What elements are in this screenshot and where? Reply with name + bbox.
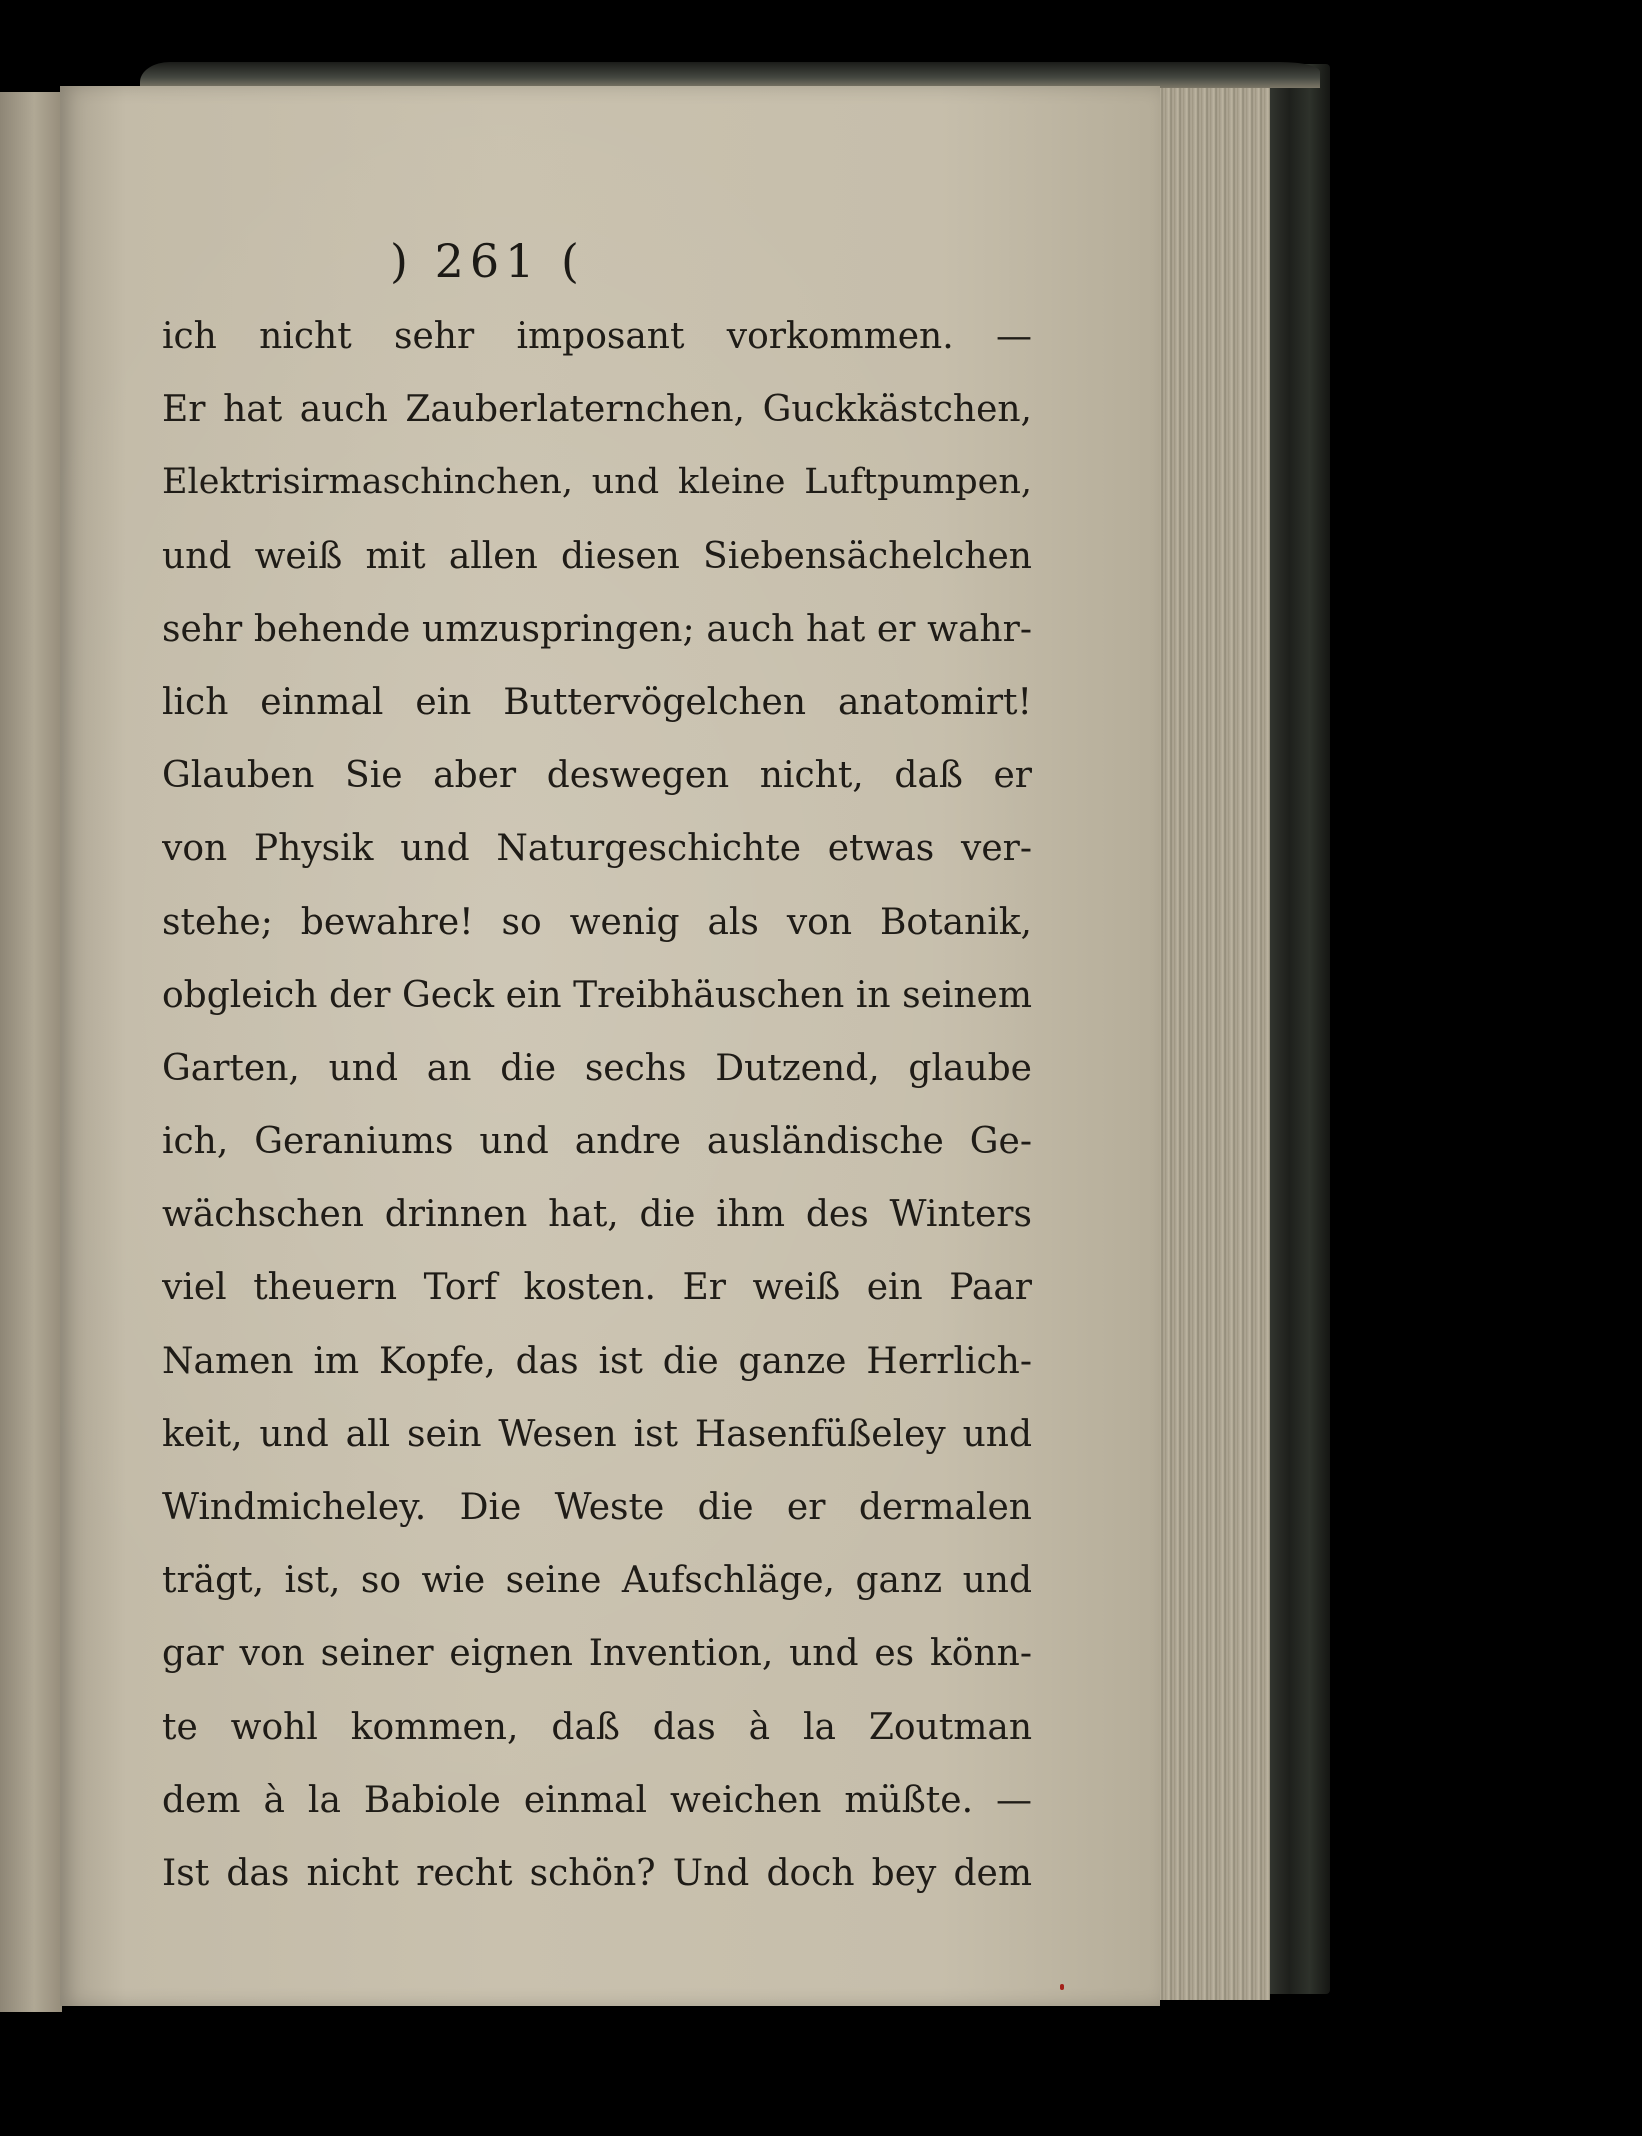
- page-number-header: ) 261 (: [390, 234, 585, 288]
- text-line: von Physik und Naturgeschichte etwas ver-: [162, 828, 1032, 870]
- text-line: viel theuern Torf kosten. Er weiß ein Paar: [162, 1267, 1032, 1309]
- text-line: stehe; bewahre! so wenig als von Botanik,: [162, 901, 1032, 943]
- previous-page-edge: [0, 92, 62, 2012]
- text-line: Er hat auch Zauberlaternchen, Guckkästchen,: [162, 389, 1032, 431]
- book-top-edge: [140, 62, 1320, 88]
- text-line: Garten, und an die sechs Dutzend, glaube: [162, 1047, 1032, 1089]
- text-line: dem à la Babiole einmal weichen müßte. —: [162, 1779, 1032, 1821]
- text-line: und weiß mit allen diesen Siebensächelchen: [162, 535, 1032, 577]
- ink-speck: [1060, 1984, 1064, 1990]
- text-line: Ist das nicht recht schön? Und doch bey dem: [162, 1852, 1032, 1894]
- text-line: trägt, ist, so wie seine Aufschläge, ganz und: [162, 1560, 1032, 1602]
- text-line: te wohl kommen, daß das à la Zoutman: [162, 1706, 1032, 1748]
- text-line: wächschen drinnen hat, die ihm des Winters: [162, 1194, 1032, 1236]
- text-line: gar von seiner eignen Invention, und es könn-: [162, 1633, 1032, 1675]
- text-line: Windmicheley. Die Weste die er dermalen: [162, 1487, 1032, 1528]
- book-page: [60, 86, 1160, 2006]
- text-line: sehr behende umzuspringen; auch hat er wahr-: [162, 608, 1032, 650]
- text-line: Namen im Kopfe, das ist die ganze Herrlich-: [162, 1340, 1032, 1382]
- text-line: keit, und all sein Wesen ist Hasenfüßeley und: [162, 1413, 1032, 1455]
- text-line: obgleich der Geck ein Treibhäuschen in seinem: [162, 974, 1032, 1016]
- page-fore-edge: [1148, 80, 1270, 2000]
- body-text: [162, 300, 1032, 1910]
- book-cover-edge: [1262, 64, 1330, 1994]
- text-line: lich einmal ein Buttervögelchen anatomirt!: [162, 681, 1032, 723]
- text-line: Glauben Sie aber deswegen nicht, daß er: [162, 755, 1032, 797]
- text-line: ich nicht sehr imposant vorkommen. —: [162, 316, 1032, 357]
- text-line: Elektrisirmaschinchen, und kleine Luftpumpen,: [162, 462, 1032, 503]
- text-line: ich, Geraniums und andre ausländische Ge-: [162, 1121, 1032, 1163]
